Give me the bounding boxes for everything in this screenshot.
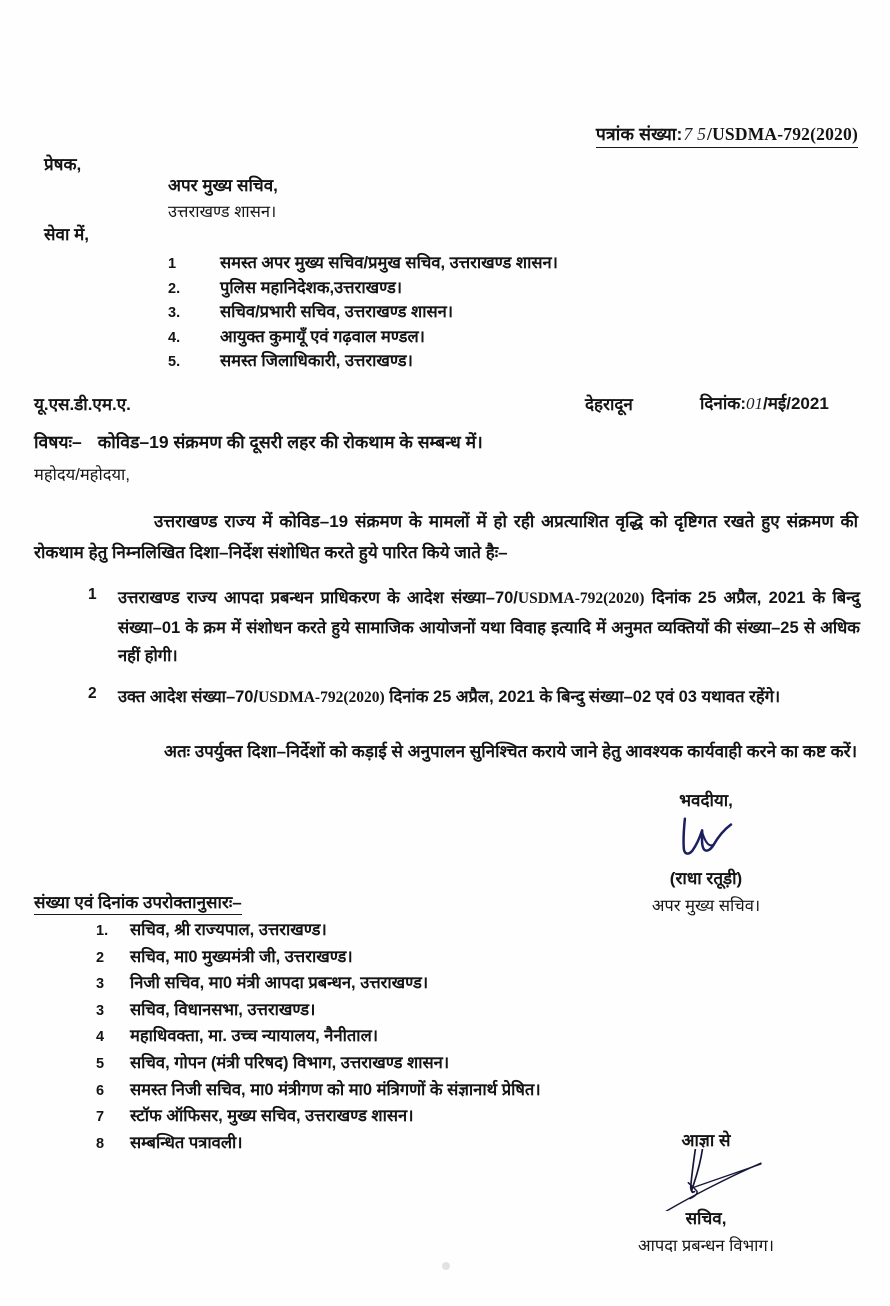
- copy-text: महाधिवक्ता, मा. उच्च न्यायालय, नैनीताल।: [130, 1027, 379, 1046]
- from-label: प्रेषक,: [44, 155, 82, 174]
- date-day-handwritten: 01: [746, 394, 763, 413]
- recipient-text: समस्त जिलाधिकारी, उत्तराखण्ड।: [220, 352, 413, 370]
- copy-text: सचिव, श्री राज्यपाल, उत्तराखण्ड।: [130, 921, 327, 939]
- reference-number: [596, 122, 858, 148]
- copy-number: 3: [96, 976, 105, 993]
- signatory-designation: अपर मुख्य सचिव।: [651, 897, 761, 915]
- order-points-list: [88, 584, 860, 724]
- complimentary-close: भवदीया,: [679, 791, 733, 810]
- order-point: [88, 683, 860, 713]
- order-point-number: 1: [88, 586, 97, 603]
- salutation: महोदय/महोदया,: [34, 466, 130, 484]
- secondary-signatory-name: सचिव,: [685, 1209, 727, 1228]
- copy-text: समस्त निजी सचिव, मा0 मंत्रीगण को मा0 मंत्रिगणों के संज्ञानार्थ प्रेषित।: [130, 1080, 541, 1099]
- recipient-number: 3.: [168, 305, 181, 321]
- order-point-text: [118, 584, 860, 671]
- copy-text: निजी सचिव, मा0 मंत्री आपदा प्रबन्धन, उत्तराखण्ड।: [130, 974, 429, 993]
- recipient-text: पुलिस महानिदेशक,उत्तराखण्ड।: [220, 278, 403, 297]
- copy-row: [96, 945, 716, 972]
- order-point: [88, 584, 860, 671]
- recipient-row: [168, 301, 788, 326]
- closing-paragraph: अतः उपर्युक्त दिशा–निर्देशों को कड़ाई से अनुपालन सुनिश्चित कराये जाने हेतु आवश्यक कार्यवाही करने का कष्ट करें।: [164, 742, 858, 761]
- point-middle: दिनांक 25 अप्रैल, 2021 के बिन्दु संख्या–01 के क्रम में संशोधन करते हुये: [118, 589, 860, 637]
- point-middle: दिनांक 25 अप्रैल, 2021 के बिन्दु संख्या–02 एवं 03 यथावत रहेंगे।: [384, 687, 781, 706]
- secondary-signatory-designation: आपदा प्रबन्धन विभाग।: [638, 1237, 774, 1255]
- order-point-text: [118, 683, 860, 713]
- handwritten-signature-icon: [606, 813, 806, 861]
- recipient-row: [168, 252, 788, 277]
- copy-row: [96, 1078, 716, 1105]
- order-point-number: 2: [88, 684, 97, 702]
- date-rest: /मई/2021: [763, 394, 829, 413]
- copy-to-list: [96, 918, 716, 1157]
- recipient-row: [168, 277, 788, 302]
- handwritten-signature-icon: [586, 1149, 826, 1211]
- recipient-number: 4.: [168, 329, 181, 346]
- copy-number: 4: [96, 1029, 105, 1046]
- intro-paragraph: उत्तराखण्ड राज्य में कोविड–19 संक्रमण के मामलों में हो रही अप्रत्याशित वृद्धि को दृष्टिगत रखते हुए संक्रमण की रोकथाम हेतु निम्नलिखित दिशा–निर्देश संशोधित करते हुये पारित किये जाते हैः–: [34, 512, 858, 562]
- recipient-number: 2.: [168, 280, 181, 297]
- point-emphasis: सामाजिक आयोजनों: [355, 618, 476, 637]
- copy-number: 8: [96, 1135, 105, 1152]
- subject-line: [34, 430, 483, 454]
- footer-scan-mark: [442, 1262, 450, 1270]
- copy-number: 2: [96, 949, 105, 966]
- copy-number: 7: [96, 1109, 105, 1126]
- reference-handwritten-number: 7 5: [683, 124, 707, 144]
- copy-number: 1.: [96, 923, 109, 939]
- copy-number: 3: [96, 1002, 105, 1019]
- copy-row: [96, 1104, 716, 1131]
- recipient-number: 1: [168, 256, 177, 272]
- primary-signature-block: [556, 788, 856, 916]
- subject-label: विषयः–: [34, 432, 82, 452]
- point-suffix: यथा विवाह इत्यादि में अनुमत व्यक्तियों की संख्या–25 से अधिक नहीं होगी।: [118, 618, 860, 665]
- signatory-name: (राधा रतूड़ी): [669, 869, 743, 888]
- copy-row: [96, 998, 716, 1025]
- secondary-signature-block: [556, 1128, 856, 1256]
- by-order-label: आज्ञा से: [681, 1131, 731, 1150]
- from-block: [168, 172, 278, 226]
- copy-text: सम्बन्धित पत्रावली।: [130, 1133, 243, 1152]
- place-name: देहरादून: [585, 395, 633, 414]
- copy-text: स्टॉफ ऑफिसर, मुख्य सचिव, उत्तराखण्ड शासन।: [130, 1107, 414, 1126]
- reference-code: /USDMA-792(2020): [707, 124, 858, 144]
- date-line: [700, 391, 829, 414]
- recipient-row: [168, 326, 788, 351]
- reference-label: पत्रांक संख्या:: [595, 124, 683, 144]
- copy-text: सचिव, मा0 मुख्यमंत्री जी, उत्तराखण्ड।: [130, 947, 353, 966]
- copy-text: सचिव, विधानसभा, उत्तराखण्ड।: [130, 1000, 316, 1019]
- recipient-number: 5.: [168, 354, 181, 370]
- from-organisation: उत्तराखण्ड शासन।: [168, 203, 277, 221]
- copy-row: [96, 1051, 716, 1078]
- recipient-row: [168, 350, 788, 375]
- to-label: सेवा में,: [44, 225, 89, 244]
- department-abbreviation: यू.एस.डी.एम.ए.: [34, 395, 131, 414]
- recipient-text: समस्त अपर मुख्य सचिव/प्रमुख सचिव, उत्तराखण्ड शासन।: [220, 254, 558, 272]
- copy-to-heading: संख्या एवं दिनांक उपरोक्तानुसारः–: [34, 890, 242, 915]
- subject-text: कोविड–19 संक्रमण की दूसरी लहर की रोकथाम के सम्बन्ध में।: [97, 432, 483, 452]
- point-prefix: उक्त आदेश संख्या–70/: [118, 687, 259, 706]
- point-order-code: USDMA-792(2020): [517, 590, 645, 607]
- copy-number: 6: [96, 1082, 105, 1099]
- copy-text: सचिव, गोपन (मंत्री परिषद) विभाग, उत्तराखण्ड शासन।: [130, 1053, 450, 1072]
- copy-row: [96, 1024, 716, 1051]
- recipient-list: [168, 252, 788, 375]
- recipient-text: आयुक्त कुमायूँ एवं गढ़वाल मण्डल।: [220, 327, 425, 346]
- point-order-code: USDMA-792(2020): [258, 688, 385, 706]
- copy-row: [96, 971, 716, 998]
- from-designation: अपर मुख्य सचिव,: [168, 176, 278, 195]
- copy-row: [96, 918, 716, 945]
- recipient-text: सचिव/प्रभारी सचिव, उत्तराखण्ड शासन।: [220, 303, 454, 321]
- point-prefix: उत्तराखण्ड राज्य आपदा प्रबन्धन प्राधिकरण के आदेश संख्या–70/: [118, 589, 518, 607]
- copy-number: 5: [96, 1055, 105, 1072]
- date-label: दिनांक:: [700, 394, 746, 413]
